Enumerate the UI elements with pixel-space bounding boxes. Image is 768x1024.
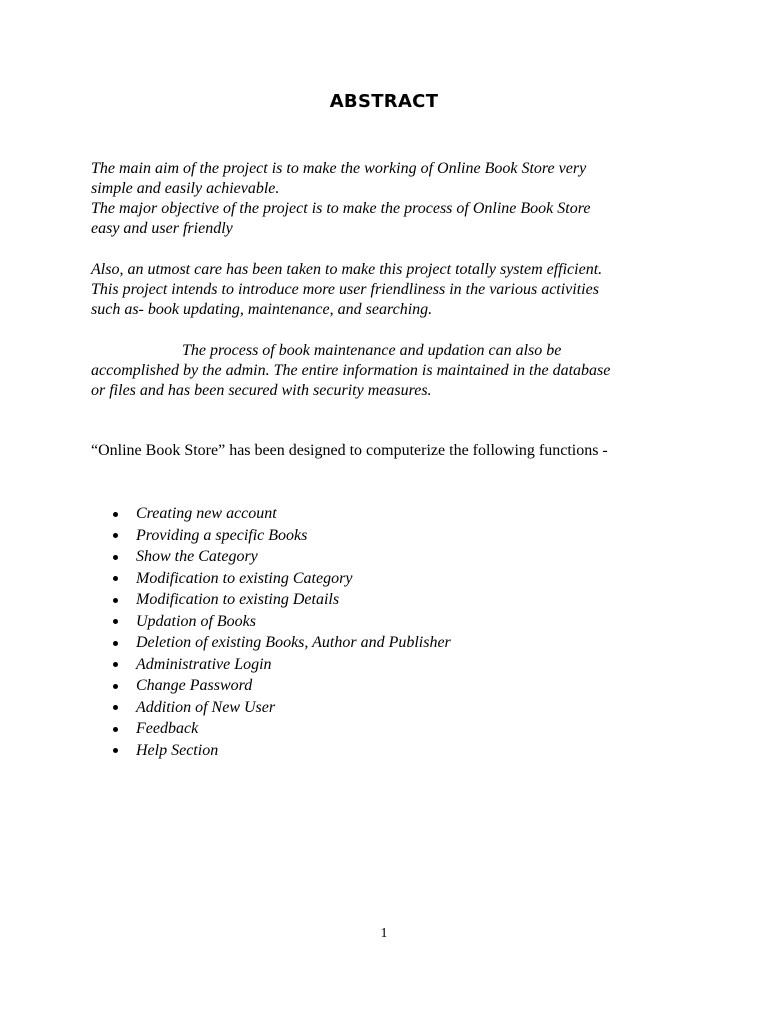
list-item <box>108 503 451 525</box>
list-item <box>108 611 451 633</box>
paragraph-project-aim: The main aim of the project is to make the working of Online Book Store very simple and easily achievable. The major objective of the project is to make the process of Online Book Store easy and user friendly <box>91 160 591 237</box>
list-item-label: Updation of Books <box>136 612 256 630</box>
list-item <box>108 718 451 740</box>
list-item <box>108 525 451 547</box>
functions-list <box>108 503 451 761</box>
list-item-label: Addition of New User <box>136 698 276 716</box>
bullet-icon <box>113 576 118 581</box>
list-item <box>108 654 451 676</box>
bullet-icon <box>113 641 118 646</box>
bullet-icon <box>113 705 118 710</box>
paragraph-system-efficiency: Also, an utmost care has been taken to make this project totally system efficient. This project intends to introduce more user friendliness in the various activities such as- book updating, maintenance, and searching. <box>91 261 603 318</box>
bullet-icon <box>113 684 118 689</box>
list-item-label: Modification to existing Category <box>136 569 353 587</box>
list-item-label: Deletion of existing Books, Author and Publisher <box>136 634 451 651</box>
list-item <box>108 568 451 590</box>
bullet-icon <box>113 748 118 753</box>
paragraph-functions-intro <box>91 441 691 461</box>
bullet-icon <box>113 662 118 667</box>
bullet-icon <box>113 727 118 732</box>
bullet-icon <box>113 533 118 538</box>
list-item <box>108 675 451 697</box>
paragraph-maintenance-text: The process of book maintenance and updation can also be accomplished by the admin. The entire information is maintained in the database or files and has been secured with security measures. <box>91 342 611 399</box>
list-item-label: Feedback <box>136 720 199 737</box>
list-item-label: Creating new account <box>136 505 277 522</box>
list-item-label: Modification to existing Details <box>136 591 340 608</box>
list-item <box>108 589 451 611</box>
page-title: ABSTRACT <box>329 91 439 112</box>
list-item-label: Change Password <box>136 677 253 694</box>
list-item-label: Providing a specific Books <box>136 526 308 544</box>
list-item <box>108 546 451 568</box>
list-item-label: Show the Category <box>136 548 258 565</box>
list-item <box>108 632 451 654</box>
page-number: 1 <box>380 926 388 941</box>
list-item <box>108 697 451 719</box>
paragraph-maintenance <box>91 341 691 401</box>
list-item-label: Help Section <box>136 741 219 759</box>
list-item <box>108 740 451 762</box>
list-item-label: Administrative Login <box>136 655 272 673</box>
bullet-icon <box>113 555 118 560</box>
bullet-icon <box>113 619 118 624</box>
bullet-icon <box>113 512 118 517</box>
paragraph-functions-intro-text: “Online Book Store” has been designed to computerize the following functions - <box>91 442 608 459</box>
bullet-icon <box>113 598 118 603</box>
